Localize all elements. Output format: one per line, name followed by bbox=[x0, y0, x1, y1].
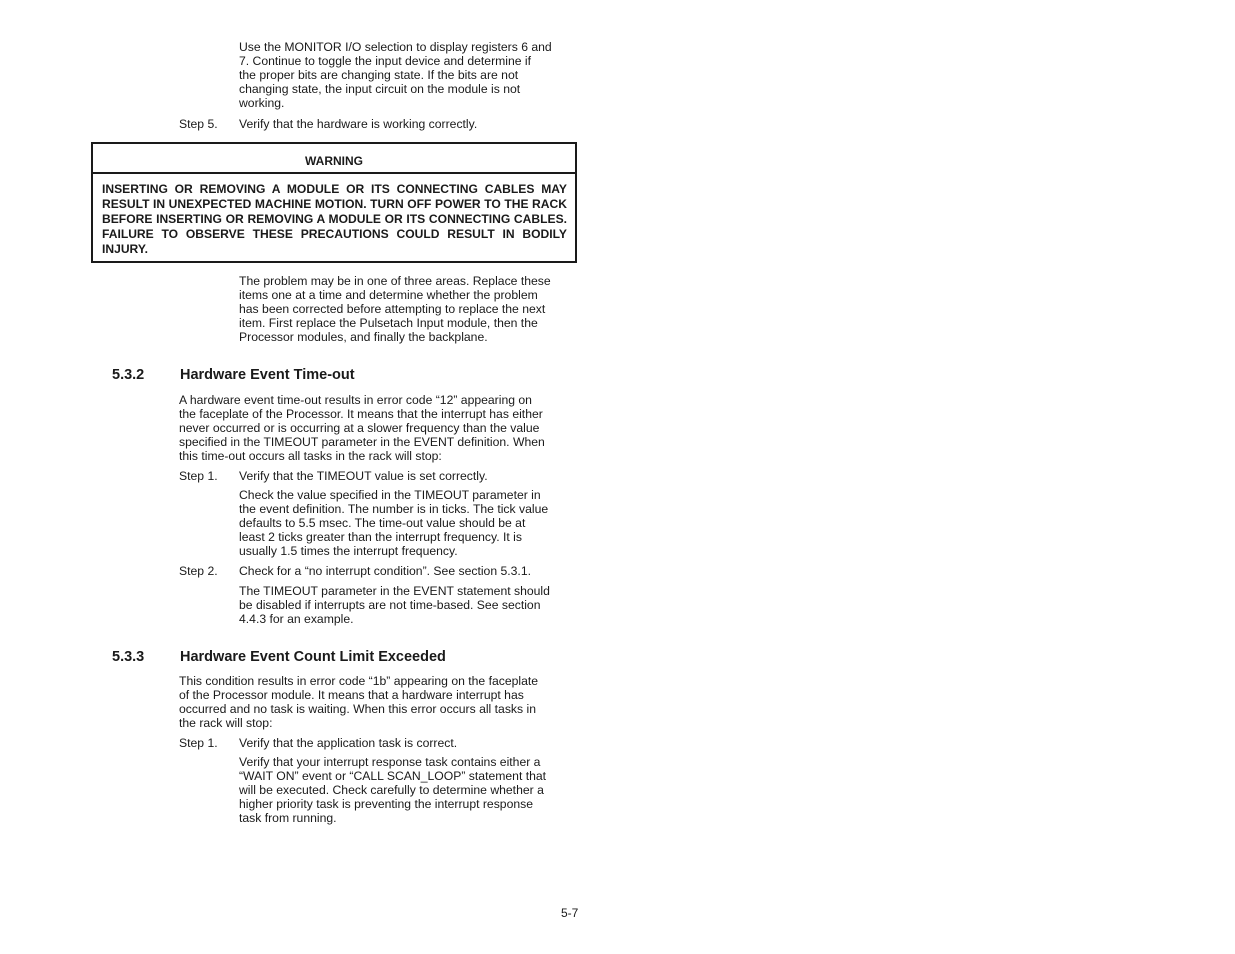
section-532-intro: A hardware event time-out results in error code “12” appearing on the faceplate of the Processor. It means that the interrupt has either never occurred or is occurring at a slower frequency than the value specified in the TIMEOUT parameter in the EVENT definition. When this time-out occurs all tasks in the rack will stop: bbox=[179, 393, 545, 463]
section-533-step1-label: Step 1. bbox=[179, 736, 218, 750]
section-532-step1-detail: Check the value specified in the TIMEOUT parameter in the event definition. The number is in ticks. The tick value defaults to 5.5 msec. The time-out value should be at least 2 ticks greater than the interrupt frequency. It is usually 1.5 times the interrupt frequency. bbox=[239, 488, 549, 558]
section-532-number: 5.3.2 bbox=[112, 367, 145, 383]
section-533-intro: This condition results in error code “1b” appearing on the faceplate of the Processor module. It means that a hardware interrupt has occurred and no task is waiting. When this error occurs all tasks in the rack will stop: bbox=[179, 674, 539, 730]
warning-body: INSERTING OR REMOVING A MODULE OR ITS CONNECTING CABLES MAY RESULT IN UNEXPECTED MACHINE MOTION. TURN OFF POWER TO THE RACK BEFORE INSERTING OR REMOVING A MODULE OR ITS CONNECTING CABLES. FAILURE TO OBSERVE THESE PRECAUTIONS COULD RESULT IN BODILY INJURY. bbox=[102, 182, 567, 256]
monitor-io-paragraph: Use the MONITOR I/O selection to display registers 6 and 7. Continue to toggle the input device and determine if the proper bits are changing state. If the bits are not changing state, the input circuit on the module is not working. bbox=[239, 40, 552, 110]
section-533-step1-text: Verify that the application task is correct. bbox=[239, 736, 458, 750]
section-532-step2-text: Check for a “no interrupt condition”. See section 5.3.1. bbox=[239, 564, 531, 578]
section-532-step1-label: Step 1. bbox=[179, 469, 218, 483]
page-number: 5-7 bbox=[561, 906, 579, 920]
step5-label: Step 5. bbox=[179, 117, 218, 131]
section-532-heading bbox=[112, 366, 512, 384]
warning-title: WARNING bbox=[93, 144, 575, 174]
section-533-heading bbox=[112, 648, 532, 666]
problem-paragraph: The problem may be in one of three areas. Replace these items one at a time and determine whether the problem has been corrected before attempting to replace the next item. First replace the Pulsetach Input module, then the Processor modules, and finally the backplane. bbox=[239, 274, 551, 344]
section-532-step1-text: Verify that the TIMEOUT value is set correctly. bbox=[239, 469, 488, 483]
section-533-title: Hardware Event Count Limit Exceeded bbox=[180, 649, 446, 665]
section-532-step2-label: Step 2. bbox=[179, 564, 218, 578]
section-532-title: Hardware Event Time-out bbox=[180, 367, 355, 383]
step5-text: Verify that the hardware is working correctly. bbox=[239, 117, 478, 131]
section-532-step2-detail: The TIMEOUT parameter in the EVENT statement should be disabled if interrupts are not time-based. See section 4.4.3 for an example. bbox=[239, 584, 550, 626]
section-533-number: 5.3.3 bbox=[112, 649, 145, 665]
warning-box bbox=[91, 142, 577, 263]
section-533-step1-detail: Verify that your interrupt response task contains either a “WAIT ON” event or “CALL SCAN_LOOP” statement that will be executed. Check carefully to determine whether a higher priority task is preventing the interrupt response task from running. bbox=[239, 755, 547, 825]
